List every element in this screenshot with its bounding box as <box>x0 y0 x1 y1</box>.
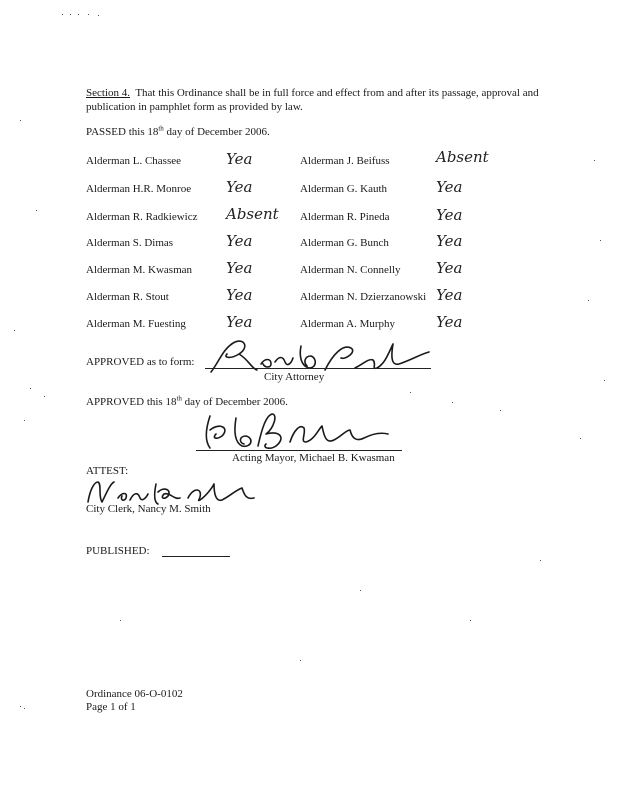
attest-label: ATTEST: <box>86 465 129 477</box>
alderman-name: Alderman A. Murphy <box>300 318 396 330</box>
alderman-name: Alderman N. Dzierzanowski <box>300 291 427 303</box>
approved-date-sup: th <box>176 394 182 403</box>
vote-signature: Absent <box>436 148 489 166</box>
vote-signature: Yea <box>436 286 463 304</box>
page-number: Page 1 of 1 <box>86 701 136 713</box>
vote-signature: Yea <box>436 232 463 250</box>
vote-signature: Yea <box>436 259 463 277</box>
ordinance-number: Ordinance 06-O-0102 <box>86 688 183 700</box>
vote-signature: Yea <box>226 313 253 331</box>
approved-date-line <box>86 396 288 408</box>
vote-signature: Yea <box>226 150 253 168</box>
vote-signature: Yea <box>436 206 463 224</box>
section-text: That this Ordinance shall be in full force and effect from and after its passage, approval and publication in pamphlet form as provided by law. <box>86 87 539 113</box>
alderman-name: Alderman J. Beifuss <box>300 155 390 167</box>
city-attorney-title: City Attorney <box>264 371 325 383</box>
approved-date-suffix: day of December 2006. <box>184 396 288 408</box>
approved-date-prefix: APPROVED this 18 <box>86 396 177 408</box>
published-label: PUBLISHED: <box>86 545 150 557</box>
city-attorney-signature-line <box>205 368 431 369</box>
alderman-name: Alderman M. Fuesting <box>86 318 186 330</box>
vote-signature: Yea <box>436 178 463 196</box>
vote-signature: Yea <box>226 232 253 250</box>
alderman-name: Alderman R. Pineda <box>300 211 390 223</box>
alderman-name: Alderman N. Connelly <box>300 264 401 276</box>
page-footer <box>86 688 183 714</box>
approved-form-label: APPROVED as to form: <box>86 356 195 368</box>
alderman-name: Alderman M. Kwasman <box>86 264 193 276</box>
mayor-title: Acting Mayor, Michael B. Kwasman <box>232 452 395 464</box>
city-clerk-title: City Clerk, Nancy M. Smith <box>86 503 211 515</box>
alderman-name: Alderman R. Radkiewicz <box>86 211 198 223</box>
alderman-name: Alderman G. Kauth <box>300 183 388 195</box>
alderman-name: Alderman R. Stout <box>86 291 169 303</box>
passed-prefix: PASSED this 18 <box>86 126 159 138</box>
alderman-name: Alderman H.R. Monroe <box>86 183 192 195</box>
alderman-name: Alderman S. Dimas <box>86 237 174 249</box>
passed-line <box>86 126 270 138</box>
mayor-signature-line <box>196 450 402 451</box>
vote-signature: Yea <box>226 286 253 304</box>
alderman-name: Alderman L. Chassee <box>86 155 181 167</box>
passed-suffix: day of December 2006. <box>166 126 270 138</box>
vote-signature: Yea <box>226 259 253 277</box>
vote-signature: Absent <box>226 205 279 223</box>
alderman-name: Alderman G. Bunch <box>300 237 389 249</box>
vote-signature: Yea <box>226 178 253 196</box>
section-heading: Section 4. <box>86 87 130 99</box>
passed-sup: th <box>158 124 164 133</box>
published-blank-line <box>162 556 230 557</box>
section-4-paragraph <box>86 86 546 114</box>
vote-signature: Yea <box>436 313 463 331</box>
